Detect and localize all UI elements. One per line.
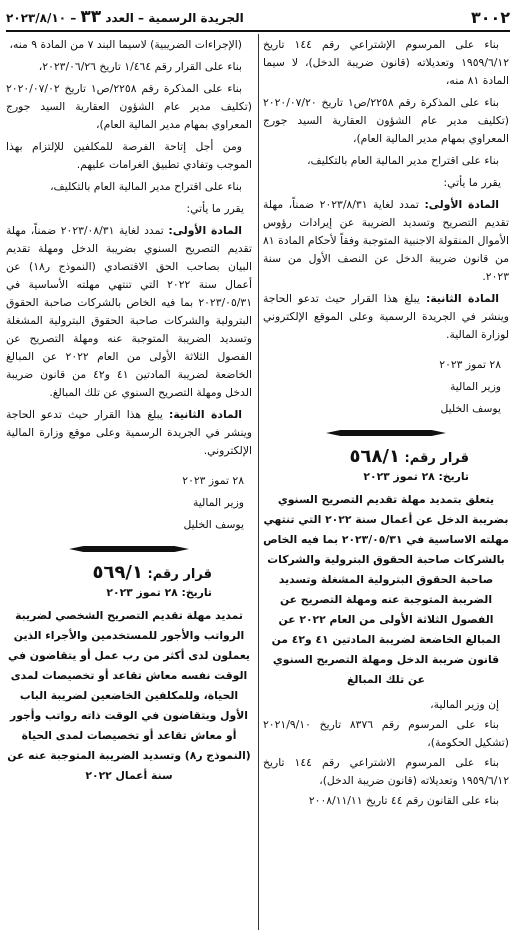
paragraph: إن وزير المالية، [430,698,499,711]
decision-heading [263,448,509,468]
journal-title: الجريدة الرسمية – العدد [105,11,244,25]
decides-line: يقرر ما يأتي: [443,176,501,189]
signature-date: ٢٨ تموز ٢٠٢٣ [182,474,244,487]
decides-line: يقرر ما يأتي: [186,202,244,215]
page-number: ٣٠٠٢ [470,7,510,27]
article-2 [263,290,509,344]
journal-title-block [6,7,244,27]
paragraph: بناء على المرسوم رقم ٨٣٧٦ تاريخ ٢٠٢١/٩/١٠ (تشكيل الحكومة)، [263,718,509,749]
article-title: المادة الأولى: [168,224,243,237]
left-column [6,36,252,792]
paragraph: بناء على المذكرة رقم ٢٢٥٨/ص١ تاريخ ٢٠٢٠/٠٧/٠٢ (تكليف مدير عام الشؤون العقارية السيد جورج المعراوي بمهام مدير المالية العام)، [6,82,252,131]
decision-heading [6,564,252,584]
paragraph: بناء على المرسوم الاشتراعي رقم ١٤٤ تاريخ ١٩٥٩/٦/١٢ وتعديلاته (قانون ضريبة الدخل)، [263,756,509,787]
minister-title: وزير المالية [450,380,501,393]
decision-subject: يتعلق بتمديد مهلة تقديم التصريح السنوي بضريبة الدخل عن أعمال سنة ٢٠٢٢ التي تنتهي مهلته الاساسية في ٢٠٢٣/٠٥/٣١ بما فيه الخاص بالشركات صاحبة الحقوق البترولية والشركات صاحبة الحقوق البترولية المشغلة وتسديد الضريبة المتوجبة عنه ومهلة التصريح عن الفصول الثلاثة الأولى من العام ٢٠٢٢ عن المبالغ الخاضعة لضريبة المادتين ٤١ و٤٢ من قانون ضريبة الدخل ومهلة التصريح السنوي عن تلك المبالغ [263,493,509,686]
decision-number: ٥٦٩/١ [92,562,143,583]
minister-name: يوسف الخليل [183,518,244,531]
minister-title: وزير المالية [193,496,244,509]
article-text: تمدد لغاية ٢٠٢٣/٨/٣١ ضمناً، مهلة تقديم التصريح وتسديد الضريبة عن إيرادات رؤوس الأموال المنقولة الاجنبية المتوجبة وفقاً لأحكام المادة ٨١ من قانون ضريبة الدخل عن النصف الأول من سنة ٢٠٢٣. [263,198,509,283]
paragraph: (الإجراءات الضريبية) لاسيما البند ٧ من المادة ٩ منه، [9,38,242,51]
paragraph: بناء على المذكرة رقم ٢٢٥٨/ص١ تاريخ ٢٠٢٠/٠٧/٢٠ (تكليف مدير عام الشؤون العقارية السيد جورج المعراوي بمهام مدير المالية العام)، [263,96,509,145]
column-divider [258,34,259,930]
article-1 [6,222,252,402]
paragraph: بناء على اقتراح مدير المالية العام بالتكليف، [307,154,499,167]
issue-date: – ٢٠٢٣/٨/١٠ [6,11,77,25]
article-title: المادة الأولى: [424,198,500,211]
article-text: تمدد لغاية ٢٠٢٣/٠٨/٣١ ضمناً، مهلة تقديم التصريح السنوي بضريبة الدخل ومهلة تقديم البيان بصاحب الحق الاقتصادي (النموذج ر١٨) عن أعمال سنة ٢٠٢٢ التي تنتهي مهلته الأساسية في ٢٠٢٣/٠٥/٣١ بما فيه الخاص بالشركات صاحبة الحقوق البترولية والشركات صاحبة الحقوق البترولية المشغلة وتسديد الضريبة المتوجبة عنه ومهلة التصريح عن الفصول الثلاثة الأولى من العام ٢٠٢٢ عن المبالغ الخاضعة لضريبة المادتين ٤١ و٤٢ من قانون ضريبة الدخل ومهلة التصريح السنوي عن تلك المبالغ. [6,224,252,399]
decision-label: قرار رقم: [404,451,469,466]
article-title: المادة الثانية: [169,408,242,421]
decision-date: تاريخ: ٢٨ تموز ٢٠٢٣ [106,586,212,599]
section-divider-ornament [6,540,252,558]
decision-label: قرار رقم: [147,567,212,582]
article-2 [6,406,252,460]
article-text: يبلغ هذا القرار حيث تدعو الحاجة وينشر في الجريدة الرسمية وعلى الموقع الإلكتروني لوزارة المالية. [263,292,509,341]
page-header [6,4,510,32]
right-column [263,36,509,812]
minister-name: يوسف الخليل [440,402,501,415]
issue-number: ٣٣ [80,7,102,27]
article-1 [263,196,509,286]
article-title: المادة الثانية: [426,292,499,305]
paragraph: بناء على المرسوم الإشتراعي رقم ١٤٤ تاريخ ١٩٥٩/٦/١٢ وتعديلاته (قانون ضريبة الدخل)، لا سيما المادة ٨١ منه، [263,38,509,87]
paragraph: ومن أجل إتاحة الفرصة للمكلفين للإلتزام بهذا الموجب وتفادي تطبيق الغرامات عليهم. [6,140,252,171]
section-divider-ornament [263,424,509,442]
decision-subject: تمديد مهلة تقديم التصريح الشخصي لضريبة الرواتب والأجور للمستخدمين والأجراء الذين يعملون لدى أكثر من رب عمل أو يتقاضون في الوقت نفسه معاش تقاعد أو تخصيصات لمدى الحياة، وللمكلفين الخاضعين لضريبة الباب الأول ويتقاضون في الوقت ذاته رواتب وأجور أو معاش تقاعد أو تخصيصات لمدى الحياة (النموذج ر٨) وتسديد الضريبة المتوجبة عنه عن سنة أعمال ٢٠٢٢ [7,609,251,782]
decision-date: تاريخ: ٢٨ تموز ٢٠٢٣ [363,470,469,483]
paragraph: بناء على القرار رقم ١/٤٦٤ تاريخ ٢٠٢٣/٠٦/٢٦، [38,60,242,73]
decision-number: ٥٦٨/١ [349,446,400,467]
signature-date: ٢٨ تموز ٢٠٢٣ [439,358,501,371]
article-text: يبلغ هذا القرار حيث تدعو الحاجة وينشر في الجريدة الرسمية وعلى موقع وزارة المالية الإلكتروني. [6,408,252,457]
paragraph: بناء على اقتراح مدير المالية العام بالتكليف، [50,180,242,193]
paragraph: بناء على القانون رقم ٤٤ تاريخ ٢٠٠٨/١١/١١ [308,794,499,807]
